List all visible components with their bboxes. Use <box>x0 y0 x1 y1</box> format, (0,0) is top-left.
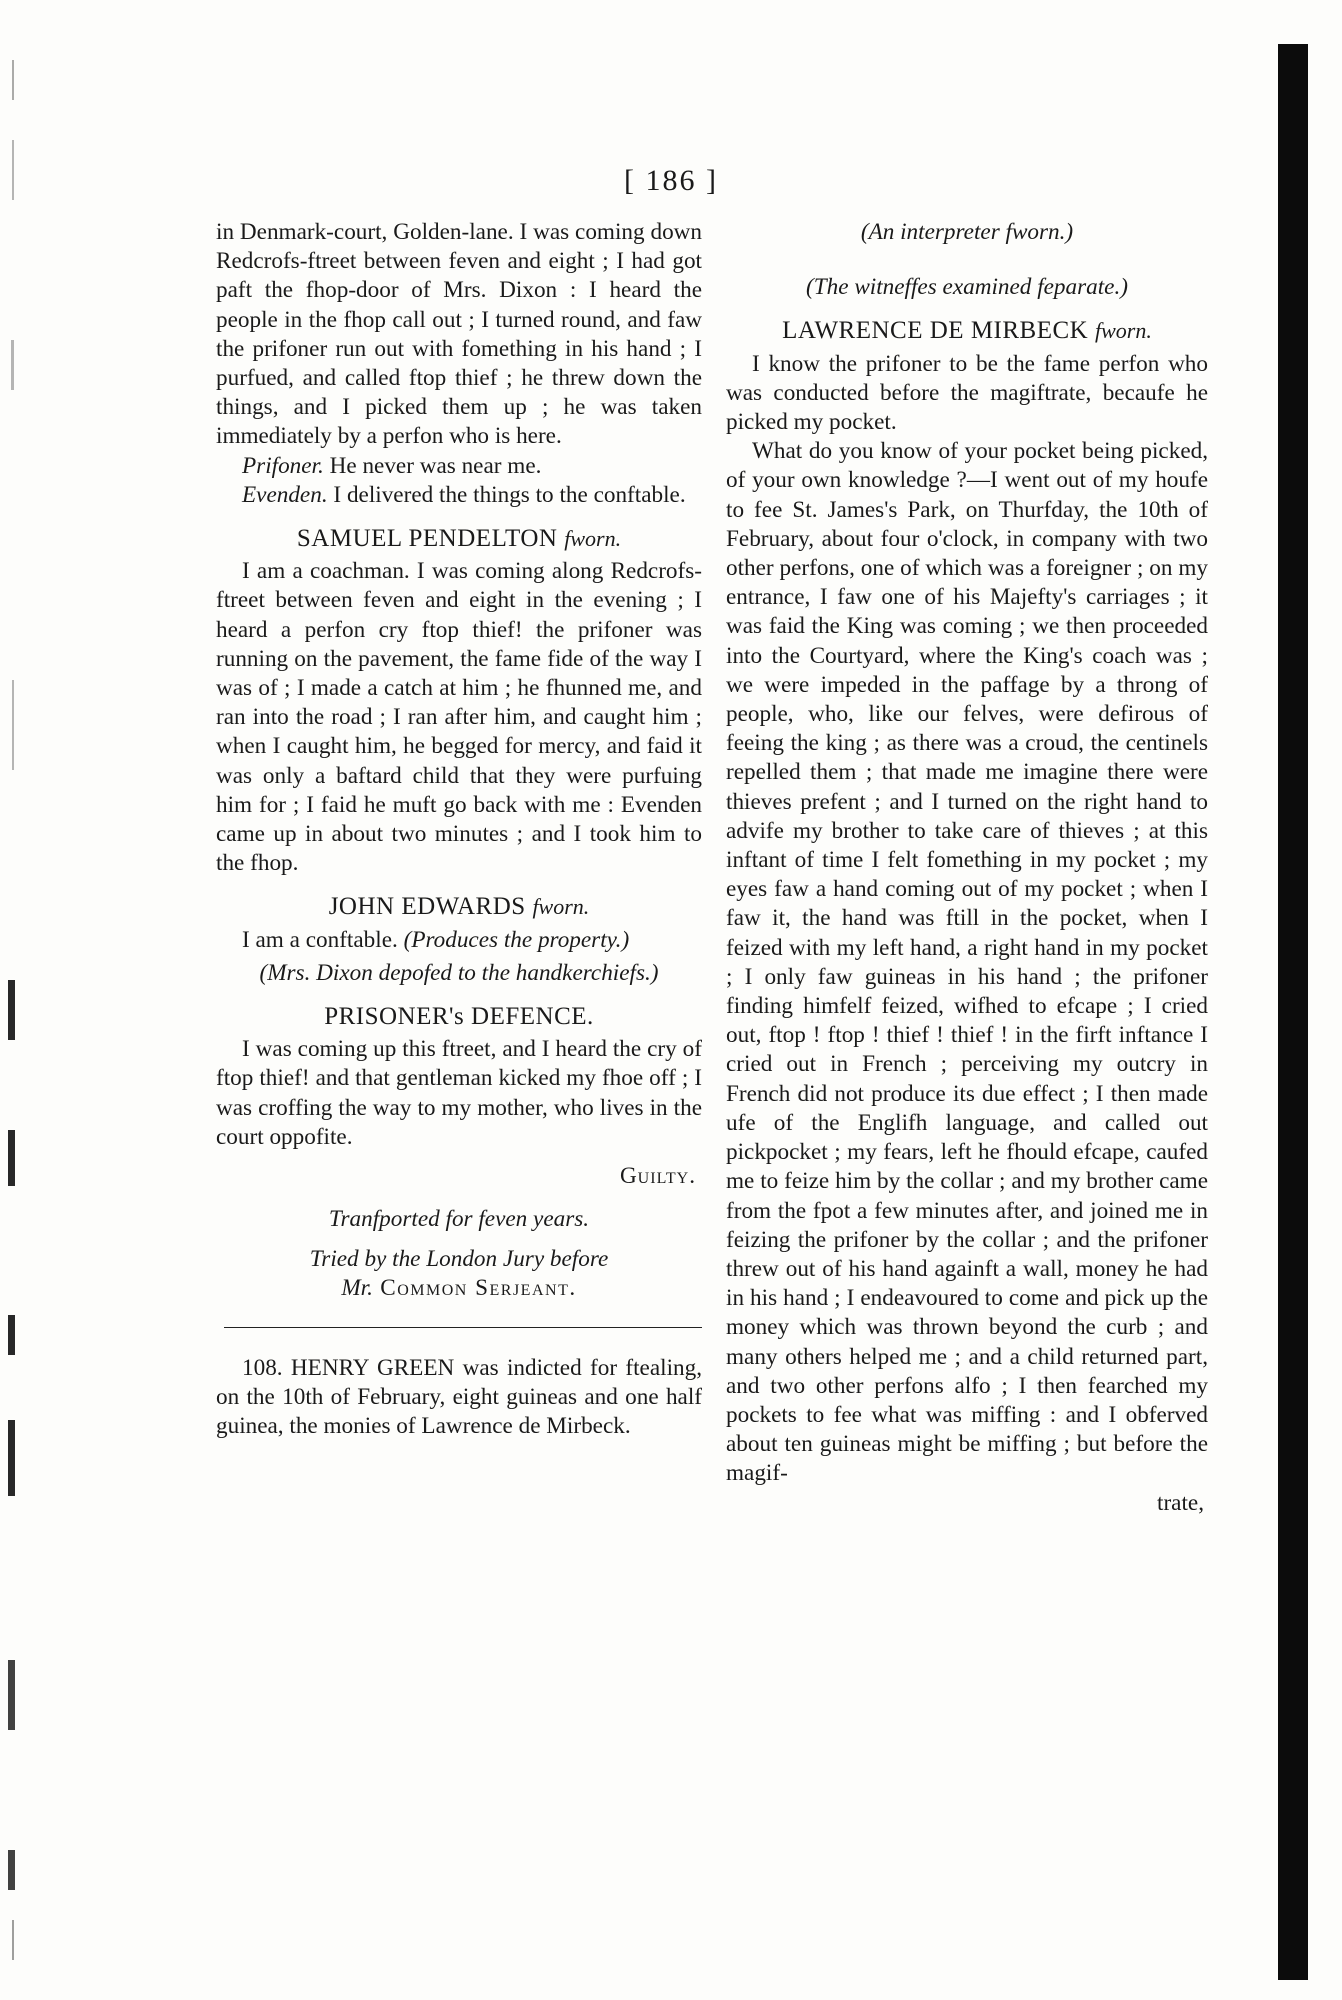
defence-heading: PRISONER's DEFENCE. <box>324 1003 594 1031</box>
edwards-testimony <box>216 926 702 955</box>
witness-name: LAWRENCE DE MIRBECK <box>782 317 1089 345</box>
sworn-label: fworn. <box>564 526 622 552</box>
dixon-deposition-note: (Mrs. Dixon depofed to the handkerchiefs.) <box>259 959 659 986</box>
interpreter-note: (An interpreter fworn.) <box>860 219 1074 245</box>
evenden-testimony: in Denmark-court, Golden-lane. I was coming down Redcrofs-ftreet between feven and eight ; I had got paft the fhop-door of Mrs. Dixon : I heard the people in the fhop call out ; I turned round, and faw the prifoner run out with fomething in his hand ; I purfued, and called ftop thief ; he threw down the things, and I picked them up ; he was taken immediately by a perfon who is here. <box>216 219 702 450</box>
tried-line-2 <box>216 1274 702 1303</box>
tried-before <box>216 1245 702 1303</box>
mirbeck-testimony-2: What do you know of your pocket being picked, of your own knowledge ?—I went out of my houfe to fee St. James's Park, on Thurfday, the 10th of February, about four o'clock, in company with two other perfons, one of which was a foreigner ; on my entrance, I faw one of his Majefty's carriages ; it was faid the King was coming ; we then proceeded into the Courtyard, where the King's coach was ; we were impeded in the paffage by a throng of people, who, like our felves, were defirous of feeing the king ; as there was a croud, the centinels repelled them ; that made me imagine there were thieves prefent ; and I turned on the right hand to advife my brother to take care of thieves ; at this inftant of time I felt fomething in my pocket ; my eyes faw a hand coming out of my pocket ; when I faw it, the hand was ftill in the pocket, when I feized with my left hand, a right hand in my pocket ; I only faw guineas in his hand ; the prifoner finding himfelf feized, wifhed to efcape ; I cried out, ftop ! ftop ! thief ! thief ! in the firft inftance I cried out in French ; perceiving my outcry in French did not produce its due effect ; I then made ufe of the Englifh language, and called out pickpocket ; my fears, left he fhould efcape, caufed me to feize him by the collar ; and my brother came from the fpot a few minutes after, and joined me in feizing the prifoner by the collar ; and the prifoner threw out of his hand againft a wall, money he had in his hand ; I endeavoured to come and pick up the money which was thrown beyond the curb ; and many others helped me ; and a child returned part, and two other perfons alfo ; I then fearched my pockets to fee what was miffing : and I obferved about ten guineas might be miffing ; but before the magif- <box>726 438 1208 1487</box>
witnesses-note: (The witneffes examined feparate.) <box>806 274 1128 301</box>
sworn-label: fworn. <box>1095 318 1152 344</box>
scan-margin-marks <box>2 60 20 1960</box>
witness-name: SAMUEL PENDELTON <box>296 525 558 553</box>
witness-name: JOHN EDWARDS <box>328 893 526 921</box>
evenden-statement-text: I delivered the things to the conftable. <box>327 481 686 508</box>
speaker-prisoner: Prifoner. <box>242 452 324 479</box>
sworn-label: fworn. <box>532 894 590 920</box>
tried-judge: Common Serjeant. <box>372 1274 577 1301</box>
sentence: Tranfported for feven years. <box>328 1206 590 1233</box>
produces-property-note: (Produces the property.) <box>403 926 630 953</box>
witness-heading-edwards <box>216 892 702 921</box>
witness-heading-pendelton <box>216 524 702 553</box>
page-edge-shadow <box>1278 44 1308 1980</box>
case-divider <box>224 1327 702 1328</box>
mirbeck-testimony-1: I know the prifoner to be the fame perfon who was conducted before the magiftrate, becaufe he picked my pocket. <box>726 350 1208 436</box>
witness-heading-mirbeck <box>726 316 1208 345</box>
case-108-indictment: 108. HENRY GREEN was indicted for ftealing, on the 10th of February, eight guineas and one half guinea, the monies of Lawrence de Mirbeck. <box>216 1354 702 1440</box>
catchword: trate, <box>1157 1489 1204 1516</box>
pendelton-testimony: I am a coachman. I was coming along Redcrofs-ftreet between feven and eight in the evening ; I heard a perfon cry ftop thief! the prifoner was running on the pavement, the fame fide of the way I was of ; I made a catch at him ; he fhunned me, and ran into the road ; I ran after him, and caught him ; when I caught him, he begged for mercy, and faid it was only a baftard child that they were purfuing him for ; I faid he muft go back with me : Evenden came up in about two minutes ; and I took him to the fhop. <box>216 558 702 877</box>
left-column <box>216 218 702 1442</box>
defence-text: I was coming up this ftreet, and I heard the cry of ftop thief! and that gentleman kicked my fhoe off ; I was croffing the way to my mother, who lives in the court oppofite. <box>216 1036 702 1150</box>
edwards-testimony-text: I am a conftable. <box>242 926 404 953</box>
right-column <box>726 218 1208 1518</box>
verdict: Guilty. <box>619 1163 696 1190</box>
tried-line-1: Tried by the London Jury before <box>309 1245 609 1272</box>
prisoner-statement-text: He never was near me. <box>323 452 542 479</box>
evenden-statement <box>216 481 702 510</box>
prisoner-statement <box>216 452 702 481</box>
page-number: [ 186 ] <box>624 164 718 197</box>
tried-mr: Mr. <box>341 1274 373 1301</box>
speaker-evenden: Evenden. <box>242 481 328 508</box>
